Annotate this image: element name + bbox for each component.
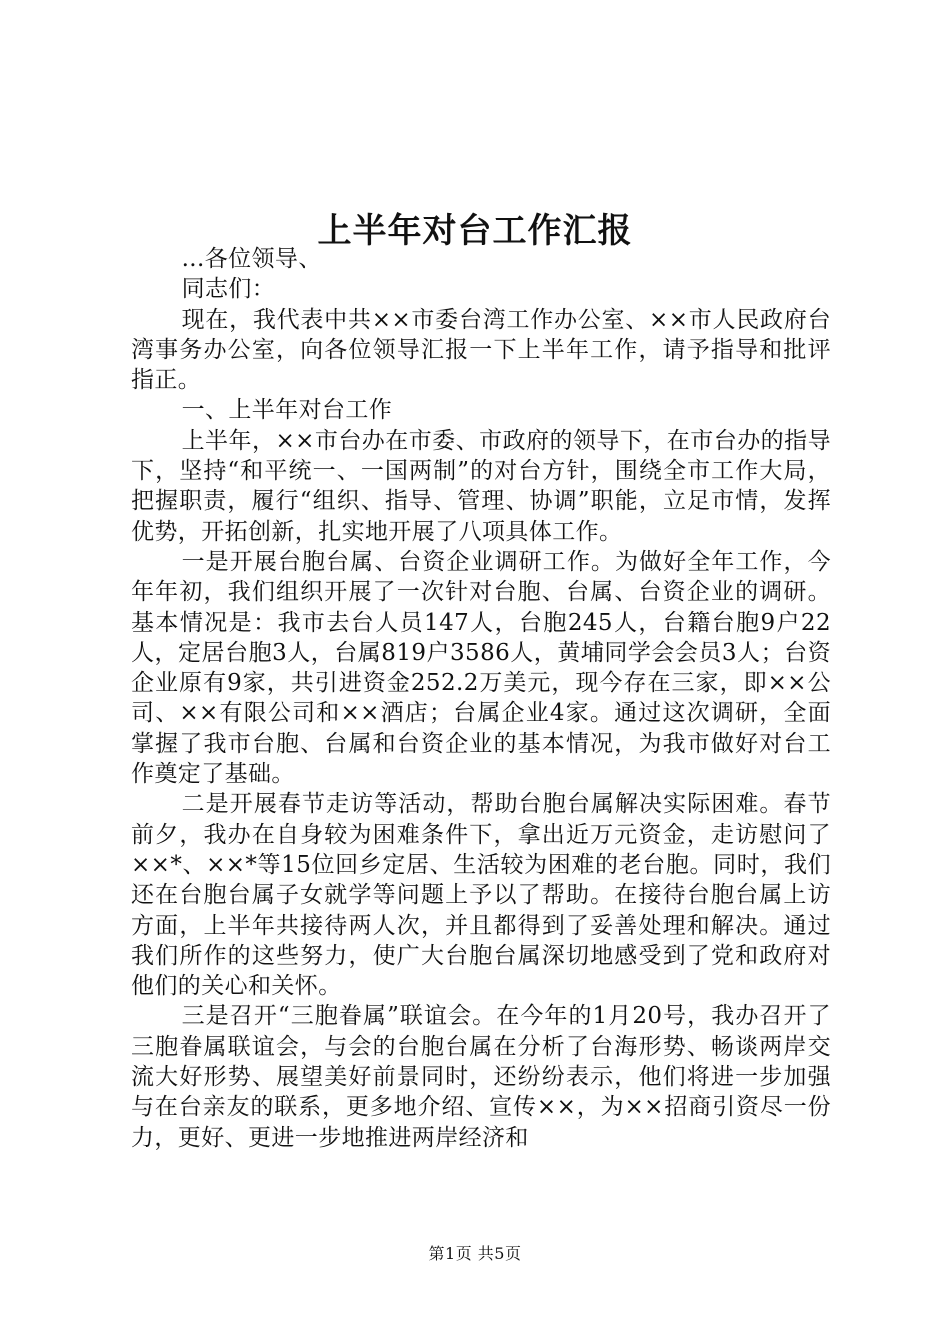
paragraph-item-1: 一是开展台胞台属、台资企业调研工作。为做好全年工作，今年年初，我们组织开展了一次针对台胞、台属、台资企业的调研。基本情况是：我市去台人员147人，台胞245人，台籍台胞9户22人，定居台胞3人，台属819户3586人，黄埔同学会会员3人；台资企业原有9家，共引进资金252.2万美元，现今存在三家，即××公司、××有限公司和××酒店；台属企业4家。通过这次调研，全面掌握了我市台胞、台属和台资企业的基本情况，为我市做好对台工作奠定了基础。 <box>131 548 831 788</box>
paragraph-intro: 现在，我代表中共××市委台湾工作办公室、××市人民政府台湾事务办公室，向各位领导汇报一下上半年工作，请予指导和批评指正。 <box>131 306 831 394</box>
section-heading-1: 一、上半年对台工作 <box>181 397 393 424</box>
paragraph-item-2: 二是开展春节走访等活动，帮助台胞台属解决实际困难。春节前夕，我办在自身较为困难条件下，拿出近万元资金，走访慰问了××*、××*等15位回乡定居、生活较为困难的老台胞。同时，我们还在台胞台属子女就学等问题上予以了帮助。在接待台胞台属上访方面，上半年共接待两人次，并且都得到了妥善处理和解决。通过我们所作的这些努力，使广大台胞台属深切地感受到了党和政府对他们的关心和关怀。 <box>131 791 831 1000</box>
paragraph-overview: 上半年，××市台办在市委、市政府的领导下，在市台办的指导下，坚持“和平统一、一国两制”的对台方针，围绕全市工作大局，把握职责，履行“组织、指导、管理、协调”职能，立足市情，发挥优势，开拓创新，扎实地开展了八项具体工作。 <box>131 427 831 545</box>
salutation-comrades: 同志们： <box>181 276 276 303</box>
document-body <box>131 244 831 1153</box>
salutation-leaders: ...各位领导、 <box>181 246 322 272</box>
paragraph-item-3: 三是召开“三胞眷属”联谊会。在今年的1月20号，我办召开了三胞眷属联谊会，与会的台胞台属在分析了台海形势、畅谈两岸交流大好形势、展望美好前景同时，还纷纷表示，他们将进一步加强与在台亲友的联系，更多地介绍、宣传××，为××招商引资尽一份力，更好、更进一步地推进两岸经济和 <box>131 1003 831 1151</box>
document-title: 上半年对台工作汇报 <box>317 210 633 251</box>
page-number-footer: 第1页 共5页 <box>428 1244 522 1263</box>
